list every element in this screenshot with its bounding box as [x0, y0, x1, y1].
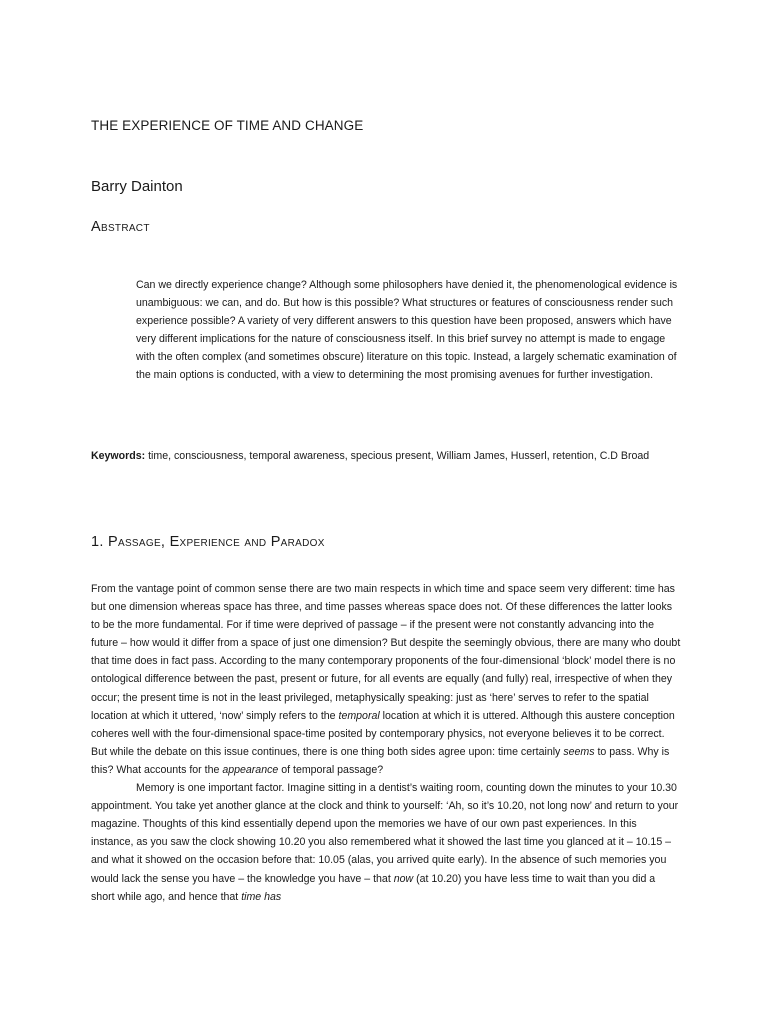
paragraph-2: Memory is one important factor. Imagine sitting in a dentist’s waiting room, counting down the minutes to your 10.30 appointment. You take yet another glance at the clock and think to yourself: ‘Ah, so it’s 10.20, not long now’ and return to your magazine. Thoughts of this kind essentially depend upon the memories we have of our own past experiences. In this instance, as you saw the clock showing 10.20 you also remembered what it showed the last time you glanced at it – 10.15 – and what it showed on the occasion before that: 10.05 (alas, you arrived quite early). In the absence of such memories you would lack the sense you have – the knowledge you have – that now (at 10.20) you have less time to wait than you did a short while ago, and hence that time has [91, 782, 679, 903]
abstract-text: Can we directly experience change? Although some philosophers have denied it, the phenomenological evidence is unambiguous: we can, and do. But how is this possible? What structures or features of consciousness render such experience possible? A variety of very different answers to this question have been proposed, answers which have very different implications for the nature of consciousness itself. In this brief survey no attempt is made to engage with the often complex (and sometimes obscure) literature on this topic. Instead, a largely schematic examination of the main options is conducted, with a view to determining the most promising avenues for further investigation. [136, 279, 678, 381]
paragraph-1: From the vantage point of common sense there are two main respects in which time and space seem very different: time has but one dimension whereas space has three, and time passes whereas space does not. Of these differences the latter looks to be the more fundamental. For if time were deprived of passage – if the present were not constantly advancing into the future – how would it differ from a space of just one dimension? But despite the seemingly obvious, there are many who doubt that time does in fact pass. According to the many contemporary proponents of the four-dimensional ‘block’ model there is no ontological difference between the past, present or future, for all events are equally (and fully) real, irrespective of when they occur; the present time is not in the least privileged, metaphysically speaking: just as ‘here’ serves to refer to the spatial location at which it uttered, ‘now’ simply refers to the temporal location at which it is uttered. Although this austere conception coheres well with the four-dimensional space-time posited by contemporary physics, not everyone believes it to be correct. But while the debate on this issue continues, there is one thing both sides agree upon: time certainly seems to pass. Why is this? What accounts for the appearance of temporal passage? [91, 583, 681, 776]
keywords-line [91, 447, 680, 466]
keywords-list: time, consciousness, temporal awareness, specious present, William James, Husserl, retention, C.D Broad [145, 450, 650, 462]
abstract-heading: Abstract [91, 219, 150, 235]
author-name: Barry Dainton [91, 178, 183, 195]
section-heading: 1. Passage, Experience and Paradox [91, 534, 325, 550]
document-title: THE EXPERIENCE OF TIME AND CHANGE [91, 118, 364, 133]
keywords-label: Keywords: [91, 450, 146, 462]
body-text [91, 580, 681, 906]
